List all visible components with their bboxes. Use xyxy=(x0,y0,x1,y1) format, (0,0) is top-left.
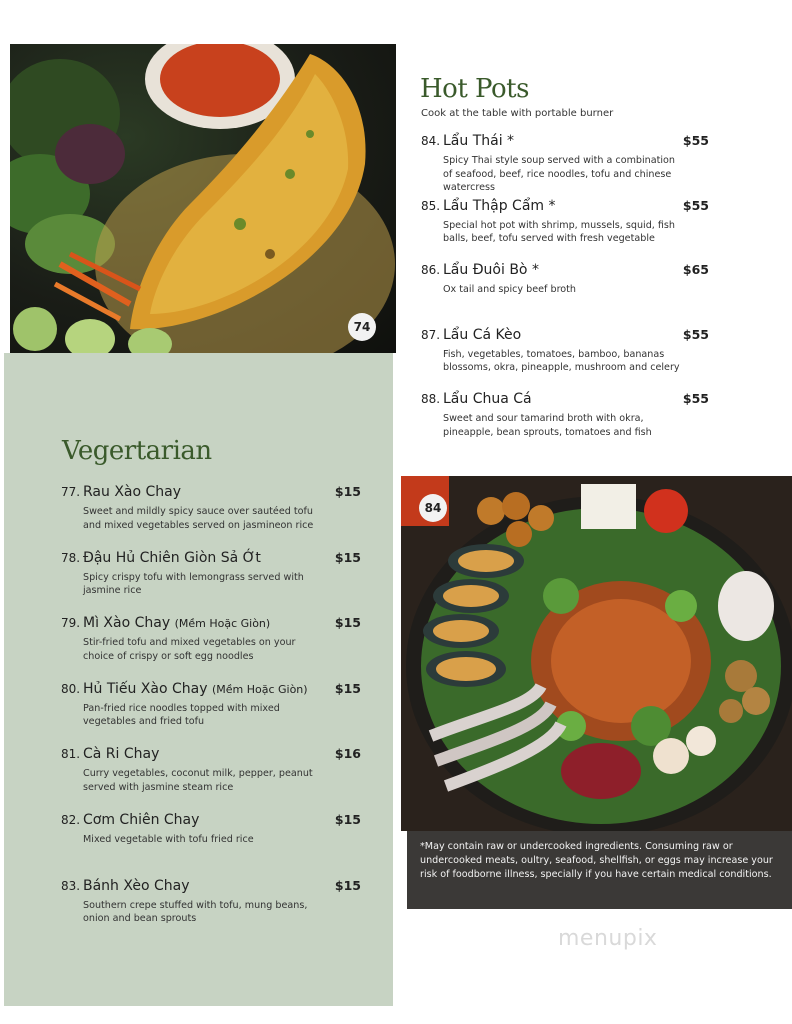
item-description: Ox tail and spicy beef broth xyxy=(443,284,577,295)
menupix-watermark: menupix xyxy=(558,926,658,951)
item-description: Curry vegetables, coconut milk, pepper, peanut served with jasmine steam rice xyxy=(83,768,313,793)
food-safety-disclaimer: *May contain raw or undercooked ingredients. Consuming raw or undercooked meats, oultry, seafood, shellfish, or eggs may increase your risk of foodborne illness, specially if you have certain medical conditions. xyxy=(407,831,792,909)
item-name xyxy=(83,484,329,500)
item-name xyxy=(83,615,329,631)
menu-item xyxy=(421,133,709,198)
menu-item xyxy=(61,484,361,550)
item-name-note: (Mềm Hoặc Giòn) xyxy=(211,682,308,696)
item-name xyxy=(83,812,329,828)
item-description: Southern crepe stuffed with tofu, mung beans, onion and bean sprouts xyxy=(83,899,308,925)
menu-item xyxy=(61,812,361,878)
item-price: $15 xyxy=(334,811,361,827)
item-description: Fish, vegetables, tomatoes, bamboo, bananas blossoms, okra, pineapple, mushroom and celery xyxy=(443,348,680,373)
item-number: 85. xyxy=(421,198,441,213)
item-number: 84. xyxy=(421,134,441,148)
item-name-text: Bánh Xèo Chay xyxy=(83,877,190,894)
item-price: $15 xyxy=(334,877,361,893)
item-name-text: Đậu Hủ Chiên Giòn Sả Ớt xyxy=(83,549,261,566)
hot-pot-illustration xyxy=(401,476,792,831)
menu-item xyxy=(61,681,361,747)
item-price: $55 xyxy=(682,197,709,213)
item-price: $65 xyxy=(682,262,709,277)
item-name-text: Mì Xào Chay xyxy=(83,615,175,632)
item-price: $55 xyxy=(682,326,709,342)
item-name xyxy=(83,550,329,566)
item-price: $15 xyxy=(334,680,361,696)
hot-pots-title: Hot Pots xyxy=(420,74,529,104)
item-description: Mixed vegetable with tofu fried rice xyxy=(83,833,254,845)
item-description: Special hot pot with shrimp, mussels, squid, fish balls, beef, tofu served with fresh vegetable xyxy=(443,219,676,244)
item-number: 81. xyxy=(61,747,81,762)
item-name xyxy=(83,878,329,894)
item-price: $15 xyxy=(334,615,361,631)
menu-item xyxy=(421,198,709,263)
photo-number-badge: 74 xyxy=(348,313,376,341)
item-number: 77. xyxy=(61,485,81,499)
item-name: Lẩu Thập Cẩm * xyxy=(443,197,556,214)
item-number: 87. xyxy=(421,327,441,342)
vegetarian-section xyxy=(4,353,393,1006)
item-number: 80. xyxy=(61,681,81,696)
photo-number-badge: 84 xyxy=(419,494,447,522)
item-description: Pan-fried rice noodles topped with mixed vegetables and fried tofu xyxy=(83,702,280,728)
item-name-text: Hủ Tiếu Xào Chay xyxy=(83,680,212,697)
vegetarian-title: Vegertarian xyxy=(62,436,212,466)
item-name: Lẩu Đuôi Bò * xyxy=(443,262,539,278)
item-name-text: Cơm Chiên Chay xyxy=(83,811,200,828)
item-number: 82. xyxy=(61,812,81,827)
hot-pots-subtitle: Cook at the table with portable burner xyxy=(421,108,614,119)
item-price: $15 xyxy=(334,484,361,499)
menu-item xyxy=(61,878,361,944)
menu-item xyxy=(421,262,709,327)
item-description: Spicy crispy tofu with lemongrass served with jasmine rice xyxy=(83,571,304,597)
item-description: Sweet and sour tamarind broth with okra, pineapple, bean sprouts, tomatoes and fish xyxy=(443,413,652,438)
item-name-text: Cà Ri Chay xyxy=(83,746,160,763)
item-name: Lẩu Thái * xyxy=(443,133,515,149)
menu-item xyxy=(61,615,361,681)
item-price: $16 xyxy=(334,746,361,762)
item-description: Spicy Thai style soup served with a combination of seafood, beef, rice noodles, tofu and chinese watercress xyxy=(443,155,676,193)
menu-item xyxy=(61,746,361,812)
menu-item xyxy=(421,391,709,456)
item-price: $15 xyxy=(334,549,361,565)
item-number: 86. xyxy=(421,263,441,277)
menu-item xyxy=(61,550,361,616)
banh-xeo-illustration xyxy=(10,44,396,353)
item-name-text: Rau Xào Chay xyxy=(83,484,182,500)
hot-pot-photo xyxy=(401,476,792,831)
item-description: Stir-fried tofu and mixed vegetables on your choice of crispy or soft egg noodles xyxy=(83,637,296,662)
item-name xyxy=(83,681,329,697)
item-description: Sweet and mildly spicy sauce over sautéed tofu and mixed vegetables served on jasmineon rice xyxy=(83,506,314,531)
item-name xyxy=(83,746,329,762)
item-price: $55 xyxy=(682,133,709,148)
item-number: 78. xyxy=(61,550,81,565)
item-number: 79. xyxy=(61,616,81,631)
hot-pots-menu-list xyxy=(421,133,709,456)
menu-item xyxy=(421,327,709,392)
item-name: Lẩu Cá Kèo xyxy=(443,326,522,343)
item-number: 88. xyxy=(421,392,441,406)
vegetarian-menu-list xyxy=(61,484,361,943)
item-price: $55 xyxy=(682,391,709,406)
item-number: 83. xyxy=(61,878,81,893)
item-name: Lẩu Chua Cá xyxy=(443,391,532,407)
banh-xeo-photo xyxy=(10,44,396,353)
item-name-note: (Mềm Hoặc Giòn) xyxy=(174,617,271,631)
